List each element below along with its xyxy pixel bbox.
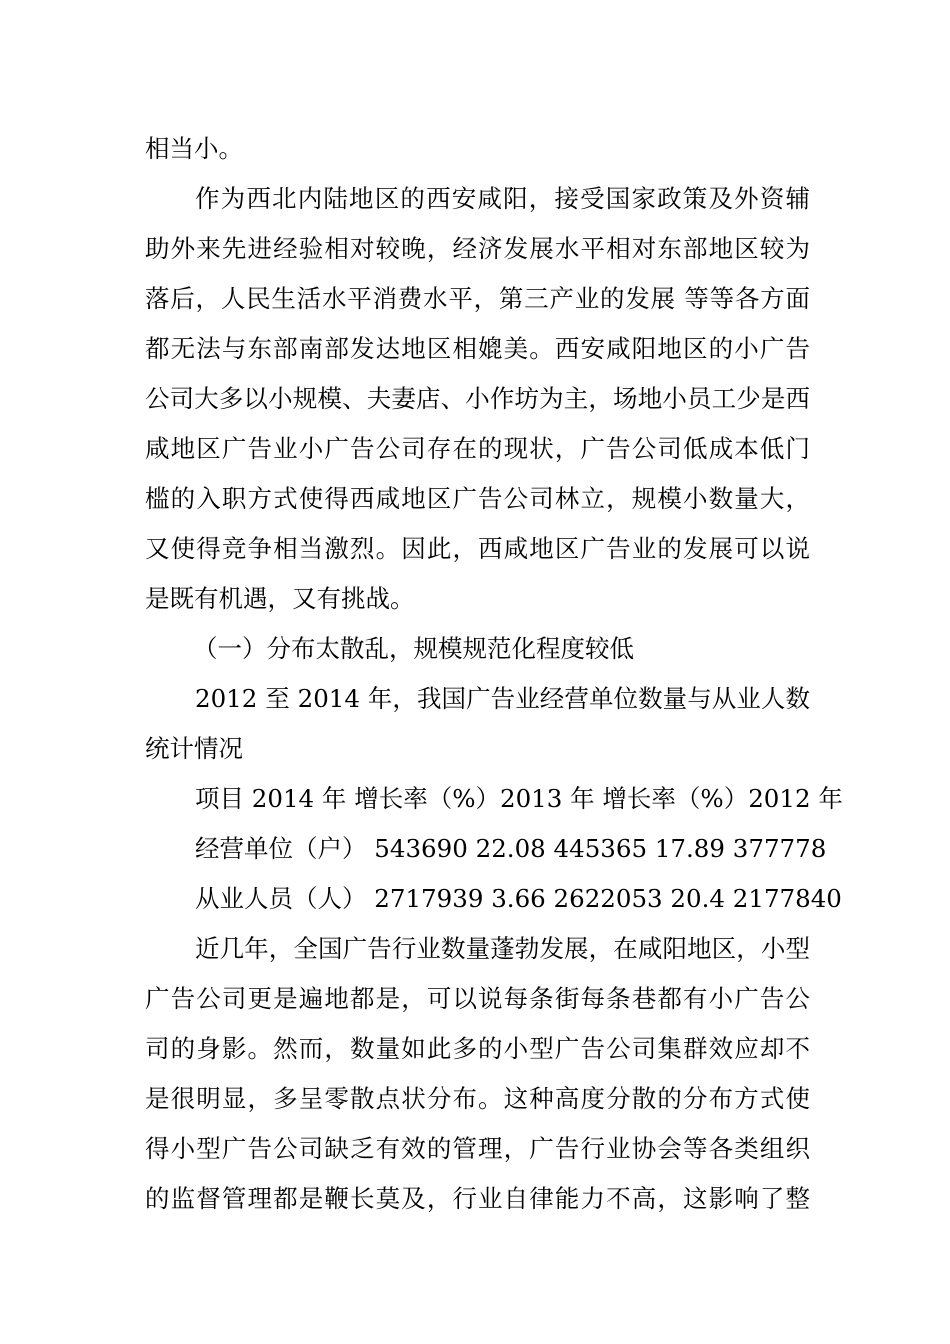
table-row: 经营单位（户） 543690 22.08 445365 17.89 377778: [195, 834, 827, 863]
text-line: 广告公司更是遍地都是，可以说每条街每条巷都有小广告公: [145, 984, 810, 1013]
section-heading: （一）分布太散乱，规模规范化程度较低: [193, 634, 634, 663]
text-line: 咸地区广告业小广告公司存在的现状，广告公司低成本低门: [145, 434, 810, 463]
text-line: 相当小。: [145, 134, 243, 163]
table-row: 从业人员（人） 2717939 3.66 2622053 20.4 2177840: [195, 884, 842, 913]
text-line: 落后，人民生活水平消费水平，第三产业的发展 等等各方面: [145, 284, 810, 313]
text-line: 助外来先进经验相对较晚，经济发展水平相对东部地区较为: [145, 234, 810, 263]
text-line: 又使得竞争相当激烈。因此，西咸地区广告业的发展可以说: [145, 534, 810, 563]
text-line: 公司大多以小规模、夫妻店、小作坊为主，场地小员工少是西: [145, 384, 810, 413]
table-caption-line: 2012 至 2014 年，我国广告业经营单位数量与从业人数: [195, 684, 810, 713]
text-line: 的监督管理都是鞭长莫及，行业自律能力不高，这影响了整: [145, 1184, 810, 1213]
text-line: 是既有机遇，又有挑战。: [145, 584, 415, 613]
text-line: 是很明显，多呈零散点状分布。这种高度分散的分布方式使: [145, 1084, 810, 1113]
paragraph-start-line: 作为西北内陆地区的西安咸阳，接受国家政策及外资辅: [195, 184, 810, 213]
text-line: 槛的入职方式使得西咸地区广告公司林立，规模小数量大，: [145, 484, 810, 513]
paragraph-start-line: 近几年，全国广告行业数量蓬勃发展，在咸阳地区，小型: [195, 934, 810, 963]
text-line: 都无法与东部南部发达地区相媲美。西安咸阳地区的小广告: [145, 334, 810, 363]
text-line: 司的身影。然而，数量如此多的小型广告公司集群效应却不: [145, 1034, 810, 1063]
table-caption-line: 统计情况: [145, 734, 243, 763]
text-line: 得小型广告公司缺乏有效的管理，广告行业协会等各类组织: [145, 1134, 810, 1163]
table-header-row: 项目 2014 年 增长率（%）2013 年 增长率（%）2012 年: [195, 784, 843, 813]
